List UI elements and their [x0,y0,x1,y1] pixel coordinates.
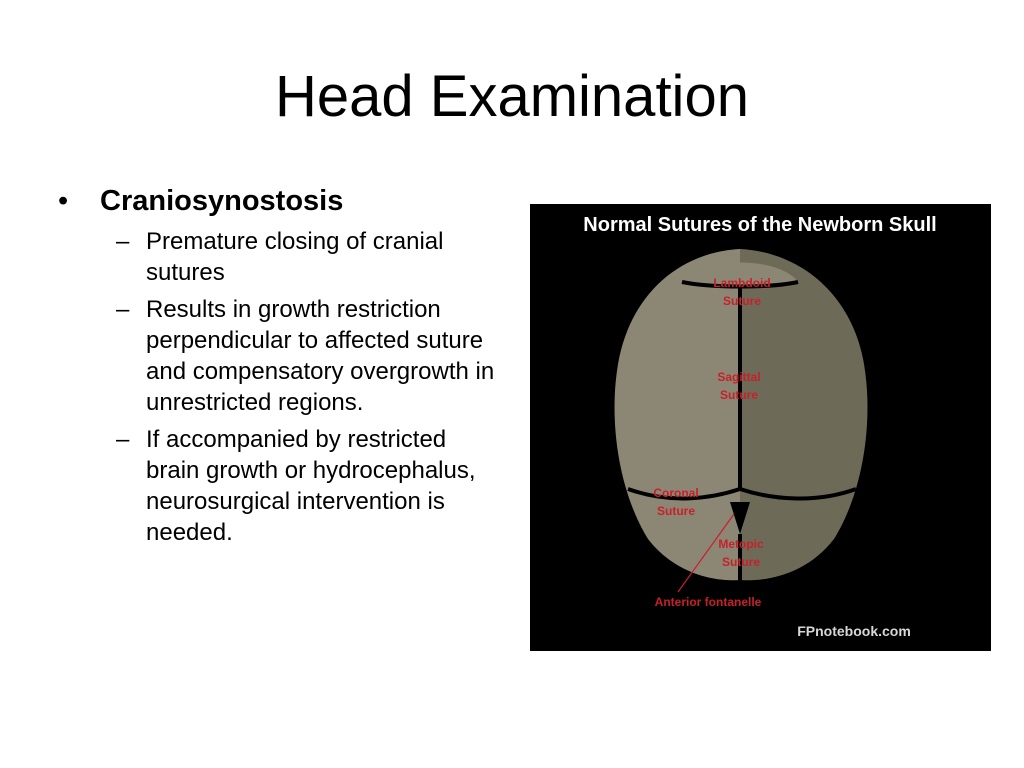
sub-bullet-item [116,294,498,418]
slide-title: Head Examination [275,64,749,129]
dash-marker: – [116,296,130,323]
label-anterior-fontanelle: Anterior fontanelle [654,595,762,609]
label-coronal: Coronal [653,486,699,500]
bullet-marker: • [58,185,69,217]
figure-credit: FPnotebook.com [797,623,911,639]
skull-sutures-figure [530,204,991,651]
sub-bullet-list [116,226,498,548]
sub-bullet-item [116,424,498,548]
label-lambdoid-suture: Suture [722,294,762,308]
figure-title: Normal Sutures of the Newborn Skull [583,214,937,236]
bullet-craniosynostosis [58,182,498,220]
label-sagittal: Sagittal [717,370,761,384]
label-metopic: Metopic [718,537,764,551]
dash-marker: – [116,426,130,453]
dash-marker: – [116,228,130,255]
sub-bullet-text: Premature closing of cranial sutures [146,228,444,286]
sub-bullet-text: Results in growth restriction perpendicular to affected suture and compensatory overgrowth in unrestricted regions. [146,296,495,416]
bullet-heading: Craniosynostosis [100,185,344,217]
label-sagittal-suture: Suture [719,388,759,402]
slide-content [58,182,498,554]
skull-diagram [530,204,991,651]
label-lambdoid: Lambdoid [713,276,771,290]
sub-bullet-item [116,226,498,288]
label-coronal-suture: Suture [656,504,696,518]
sub-bullet-text: If accompanied by restricted brain growth or hydrocephalus, neurosurgical intervention is needed. [146,426,476,546]
label-metopic-suture: Suture [721,555,761,569]
